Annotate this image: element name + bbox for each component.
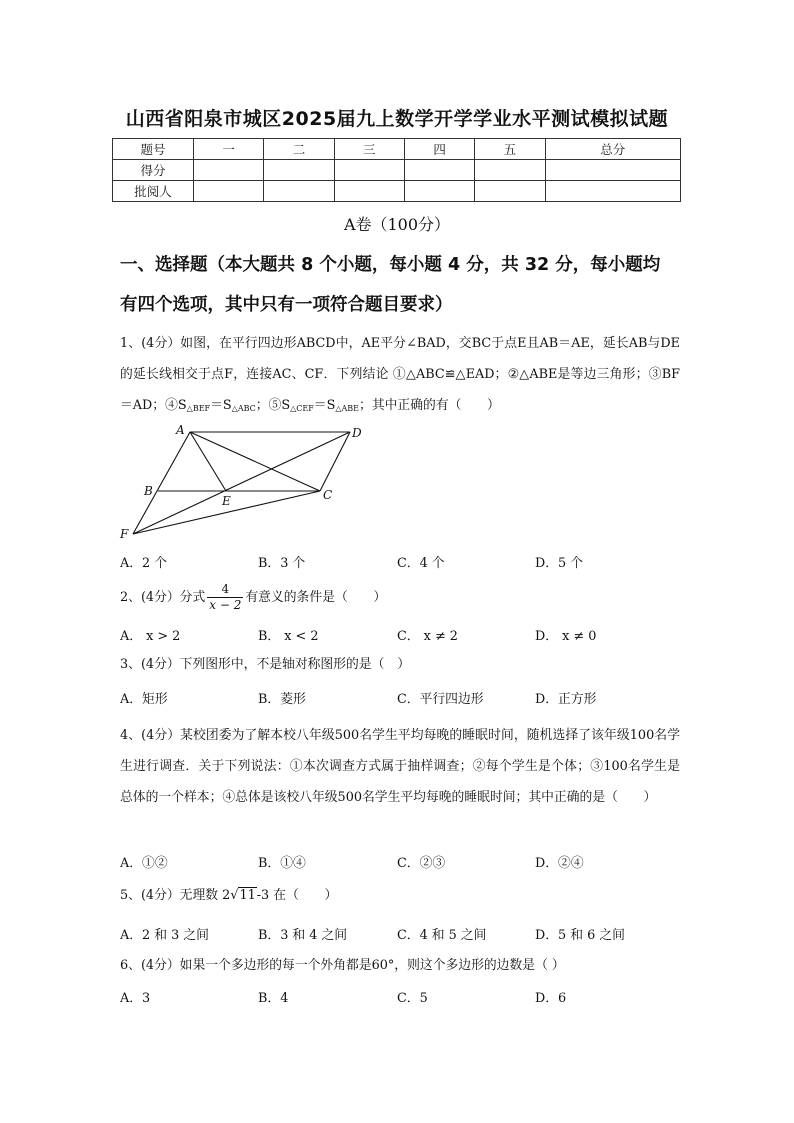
score-table-cell: 二 — [264, 139, 334, 160]
reviewer-entry-cell — [194, 181, 264, 202]
area-subscript: △ABC — [231, 404, 256, 413]
score-table-header-row — [113, 139, 681, 160]
question-2-options — [120, 625, 680, 645]
area-subscript: △BEF — [186, 404, 211, 413]
question-1 — [120, 328, 680, 424]
score-table-score-row — [113, 160, 681, 181]
question-6-options — [120, 987, 680, 1007]
score-table-cell: 三 — [334, 139, 404, 160]
option-a[interactable]: A． x > 2 — [120, 629, 181, 644]
option-b[interactable]: B．3 个 — [258, 556, 306, 571]
score-table-cell: 总分 — [545, 139, 680, 160]
score-entry-cell — [475, 160, 545, 181]
exam-title: 山西省阳泉市城区2025届九上数学开学学业水平测试模拟试题 — [125, 108, 669, 130]
option-c[interactable]: C．5 — [397, 991, 428, 1006]
fraction-numerator: 4 — [207, 582, 243, 598]
point-label-f: F — [120, 527, 129, 541]
option-a[interactable]: A．2 和 3 之间 — [120, 928, 209, 943]
reviewer-entry-cell — [264, 181, 334, 202]
area-subscript: △ABE — [335, 404, 360, 413]
score-table-cell: 四 — [404, 139, 474, 160]
score-table — [112, 138, 681, 202]
option-d[interactable]: D．正方形 — [535, 692, 597, 707]
question-6: 6、(4分）如果一个多边形的每一个外角都是60°，则这个多边形的边数是（ ） — [120, 958, 565, 973]
question-1-text: ＝S — [210, 398, 232, 413]
point-label-e: E — [222, 494, 231, 508]
option-a[interactable]: A．2 个 — [120, 556, 168, 571]
point-label-c: C — [323, 488, 333, 502]
question-1-text: 1、(4分）如图，在平行四边形ABCD中，AE平分∠BAD，交BC于点E且AB＝AE，延长AB与DE的延长线相交于点F，连接AC、CF．下列结论 ①△ABC≌△EAD；②△ABE是等边三角形；③BF＝AD；④S — [120, 336, 680, 413]
question-5-options — [120, 924, 680, 944]
part1-heading-line1: 一、选择题（本大题共 8 个小题，每小题 4 分，共 32 分，每小题均 — [120, 255, 661, 275]
option-a[interactable]: A．3 — [120, 991, 151, 1006]
option-a[interactable]: A．①② — [120, 856, 168, 871]
option-d[interactable]: D． x ≠ 0 — [535, 629, 597, 644]
score-table-cell: 一 — [194, 139, 264, 160]
fraction-denominator: x − 2 — [209, 598, 242, 612]
option-b[interactable]: B．①④ — [258, 856, 306, 871]
option-c[interactable]: C． x ≠ 2 — [397, 629, 458, 644]
score-table-cell: 五 — [475, 139, 545, 160]
reviewer-entry-cell — [545, 181, 680, 202]
question-5-suffix: -3 在（ ） — [256, 888, 338, 903]
question-5 — [120, 880, 680, 911]
parallelogram-figure — [112, 420, 372, 545]
option-d[interactable]: D．5 和 6 之间 — [535, 928, 625, 943]
point-label-d: D — [352, 426, 362, 440]
section-a-heading: A卷（100分） — [343, 215, 451, 234]
question-1-options — [120, 552, 680, 572]
point-label-b: B — [144, 484, 153, 498]
score-entry-cell — [404, 160, 474, 181]
option-d[interactable]: D．6 — [535, 991, 567, 1006]
option-b[interactable]: B．菱形 — [258, 692, 306, 707]
question-1-text: ＝S — [313, 398, 336, 413]
option-b[interactable]: B．3 和 4 之间 — [258, 928, 348, 943]
score-entry-cell — [194, 160, 264, 181]
option-a[interactable]: A．矩形 — [120, 692, 168, 707]
score-entry-cell — [334, 160, 404, 181]
option-c[interactable]: C．平行四边形 — [397, 692, 484, 707]
option-b[interactable]: B．4 — [258, 991, 289, 1006]
option-d[interactable]: D．②④ — [535, 856, 584, 871]
score-entry-cell — [545, 160, 680, 181]
question-4: 4、(4分）某校团委为了解本校八年级500名学生平均每晚的睡眠时间，随机选择了该年级100名学生进行调查．关于下列说法：①本次调查方式属于抽样调查；②每个学生是个体；③100名学生是总体的一个样本；④总体是该校八年级500名学生平均每晚的睡眠时间；其中正确的是（ ） — [120, 728, 680, 805]
segment-AE — [190, 432, 226, 491]
area-subscript: △CEF — [290, 404, 314, 413]
score-entry-cell — [264, 160, 334, 181]
question-2-suffix: 有意义的条件是（ ） — [245, 590, 387, 605]
option-d[interactable]: D．5 个 — [535, 556, 584, 571]
segment-DF — [133, 432, 350, 534]
question-3: 3、(4分）下列图形中，不是轴对称图形的是（ ） — [120, 657, 411, 672]
score-table-reviewer-row — [113, 181, 681, 202]
segment-AC — [190, 432, 320, 491]
question-2-prefix: 2、(4分）分式 — [120, 590, 206, 605]
score-table-cell: 批阅人 — [113, 181, 194, 202]
sqrt-radicand: 11 — [239, 888, 256, 903]
score-table-cell: 得分 — [113, 160, 194, 181]
reviewer-entry-cell — [475, 181, 545, 202]
reviewer-entry-cell — [334, 181, 404, 202]
option-c[interactable]: C．4 个 — [397, 556, 445, 571]
question-5-prefix: 5、(4分）无理数 2 — [120, 888, 231, 903]
score-table-cell: 题号 — [113, 139, 194, 160]
question-1-text: ；⑤S — [255, 398, 291, 413]
question-4-options — [120, 852, 680, 872]
part1-heading-line2: 有四个选项，其中只有一项符合题目要求） — [120, 295, 453, 315]
point-label-a: A — [176, 423, 185, 437]
segment-DC — [320, 432, 350, 491]
sqrt-sign: √ — [230, 888, 239, 903]
question-2 — [120, 582, 680, 614]
option-c[interactable]: C．②③ — [397, 856, 446, 871]
question-3-options — [120, 688, 680, 708]
option-b[interactable]: B． x < 2 — [258, 629, 319, 644]
option-c[interactable]: C．4 和 5 之间 — [397, 928, 487, 943]
question-1-text: ；其中正确的有（ ） — [359, 398, 500, 413]
segment-AF — [133, 432, 190, 534]
fraction — [207, 582, 243, 613]
reviewer-entry-cell — [404, 181, 474, 202]
